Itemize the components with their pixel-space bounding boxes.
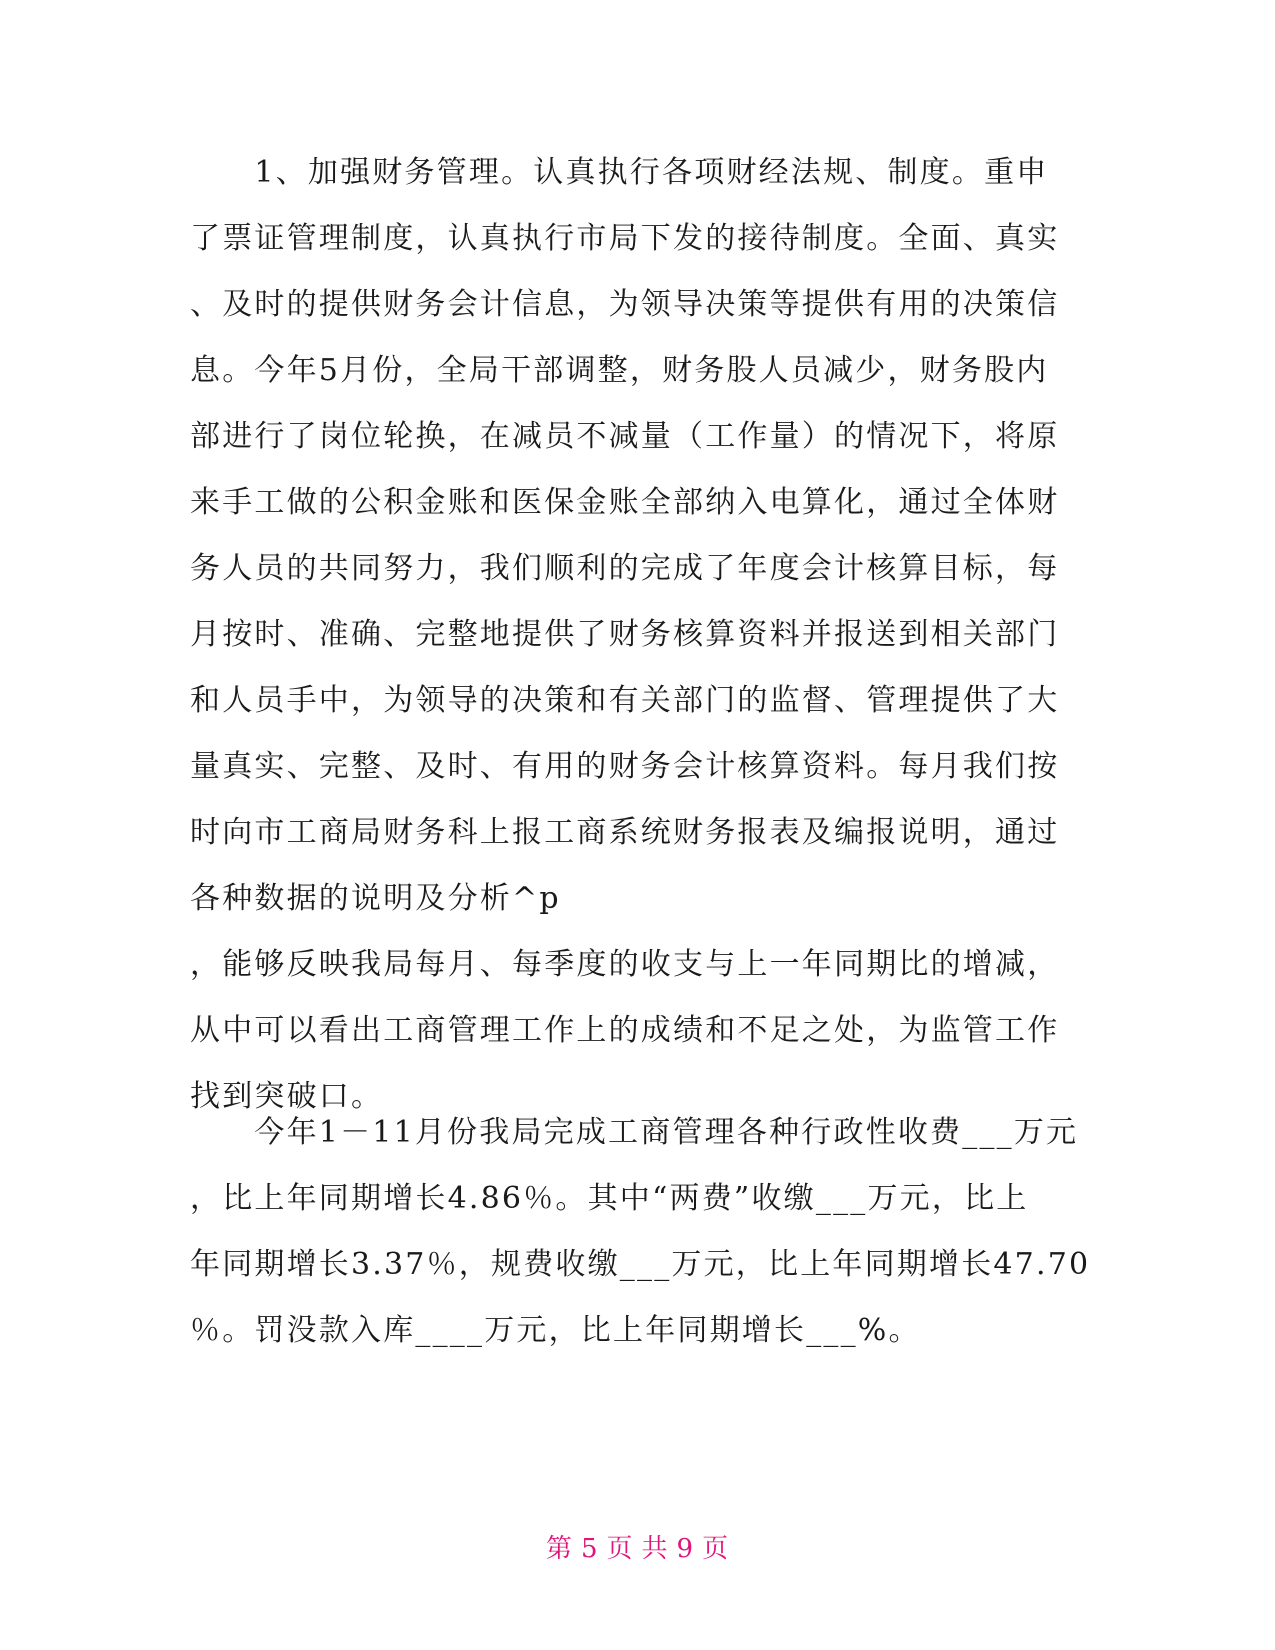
page-number-footer xyxy=(0,1528,1275,1565)
text-line: 各种数据的说明及分析^p xyxy=(190,881,561,916)
text-line: 找到突破口。 xyxy=(190,1079,384,1114)
footer-label-ye: 页 xyxy=(606,1534,634,1564)
text-line: ％。罚没款入库____万元，比上年同期增长___%。 xyxy=(190,1313,921,1348)
text-line: 务人员的共同努力，我们顺利的完成了年度会计核算目标，每 xyxy=(190,551,1060,586)
text-line: 今年1－11月份我局完成工商管理各种行政性收费___万元 xyxy=(190,1115,1079,1150)
text-line: 了票证管理制度，认真执行市局下发的接待制度。全面、真实 xyxy=(190,221,1060,256)
text-line: 部进行了岗位轮换，在减员不减量（工作量）的情况下，将原 xyxy=(190,419,1060,454)
paragraph-fee-statistics xyxy=(190,1100,1091,1364)
text-line: 来手工做的公积金账和医保金账全部纳入电算化，通过全体财 xyxy=(190,485,1060,520)
text-line: 年同期增长3.37％，规费收缴___万元，比上年同期增长47.70 xyxy=(190,1247,1091,1282)
current-page-number: 5 xyxy=(580,1534,599,1564)
text-line: 和人员手中，为领导的决策和有关部门的监督、管理提供了大 xyxy=(190,683,1060,718)
text-line: 月按时、准确、完整地提供了财务核算资料并报送到相关部门 xyxy=(190,617,1060,652)
footer-label-di: 第 xyxy=(545,1534,573,1564)
text-line: ，比上年同期增长4.86％。其中“两费”收缴___万元，比上 xyxy=(190,1181,1029,1216)
text-line: 息。今年5月份，全局干部调整，财务股人员减少，财务股内 xyxy=(190,353,1049,388)
text-line: ，能够反映我局每月、每季度的收支与上一年同期比的增减， xyxy=(190,947,1060,982)
text-line: 1、加强财务管理。认真执行各项财经法规、制度。重申 xyxy=(190,155,1049,190)
text-line: 时向市工商局财务科上报工商系统财务报表及编报说明，通过 xyxy=(190,815,1060,850)
footer-label-ye-2: 页 xyxy=(702,1534,730,1564)
text-line: 量真实、完整、及时、有用的财务会计核算资料。每月我们按 xyxy=(190,749,1060,784)
footer-label-gong: 共 xyxy=(641,1534,669,1564)
paragraph-financial-management xyxy=(190,140,1070,1130)
text-line: 、及时的提供财务会计信息，为领导决策等提供有用的决策信 xyxy=(190,287,1060,322)
text-line: 从中可以看出工商管理工作上的成绩和不足之处，为监管工作 xyxy=(190,1013,1060,1048)
total-pages-number: 9 xyxy=(676,1534,695,1564)
